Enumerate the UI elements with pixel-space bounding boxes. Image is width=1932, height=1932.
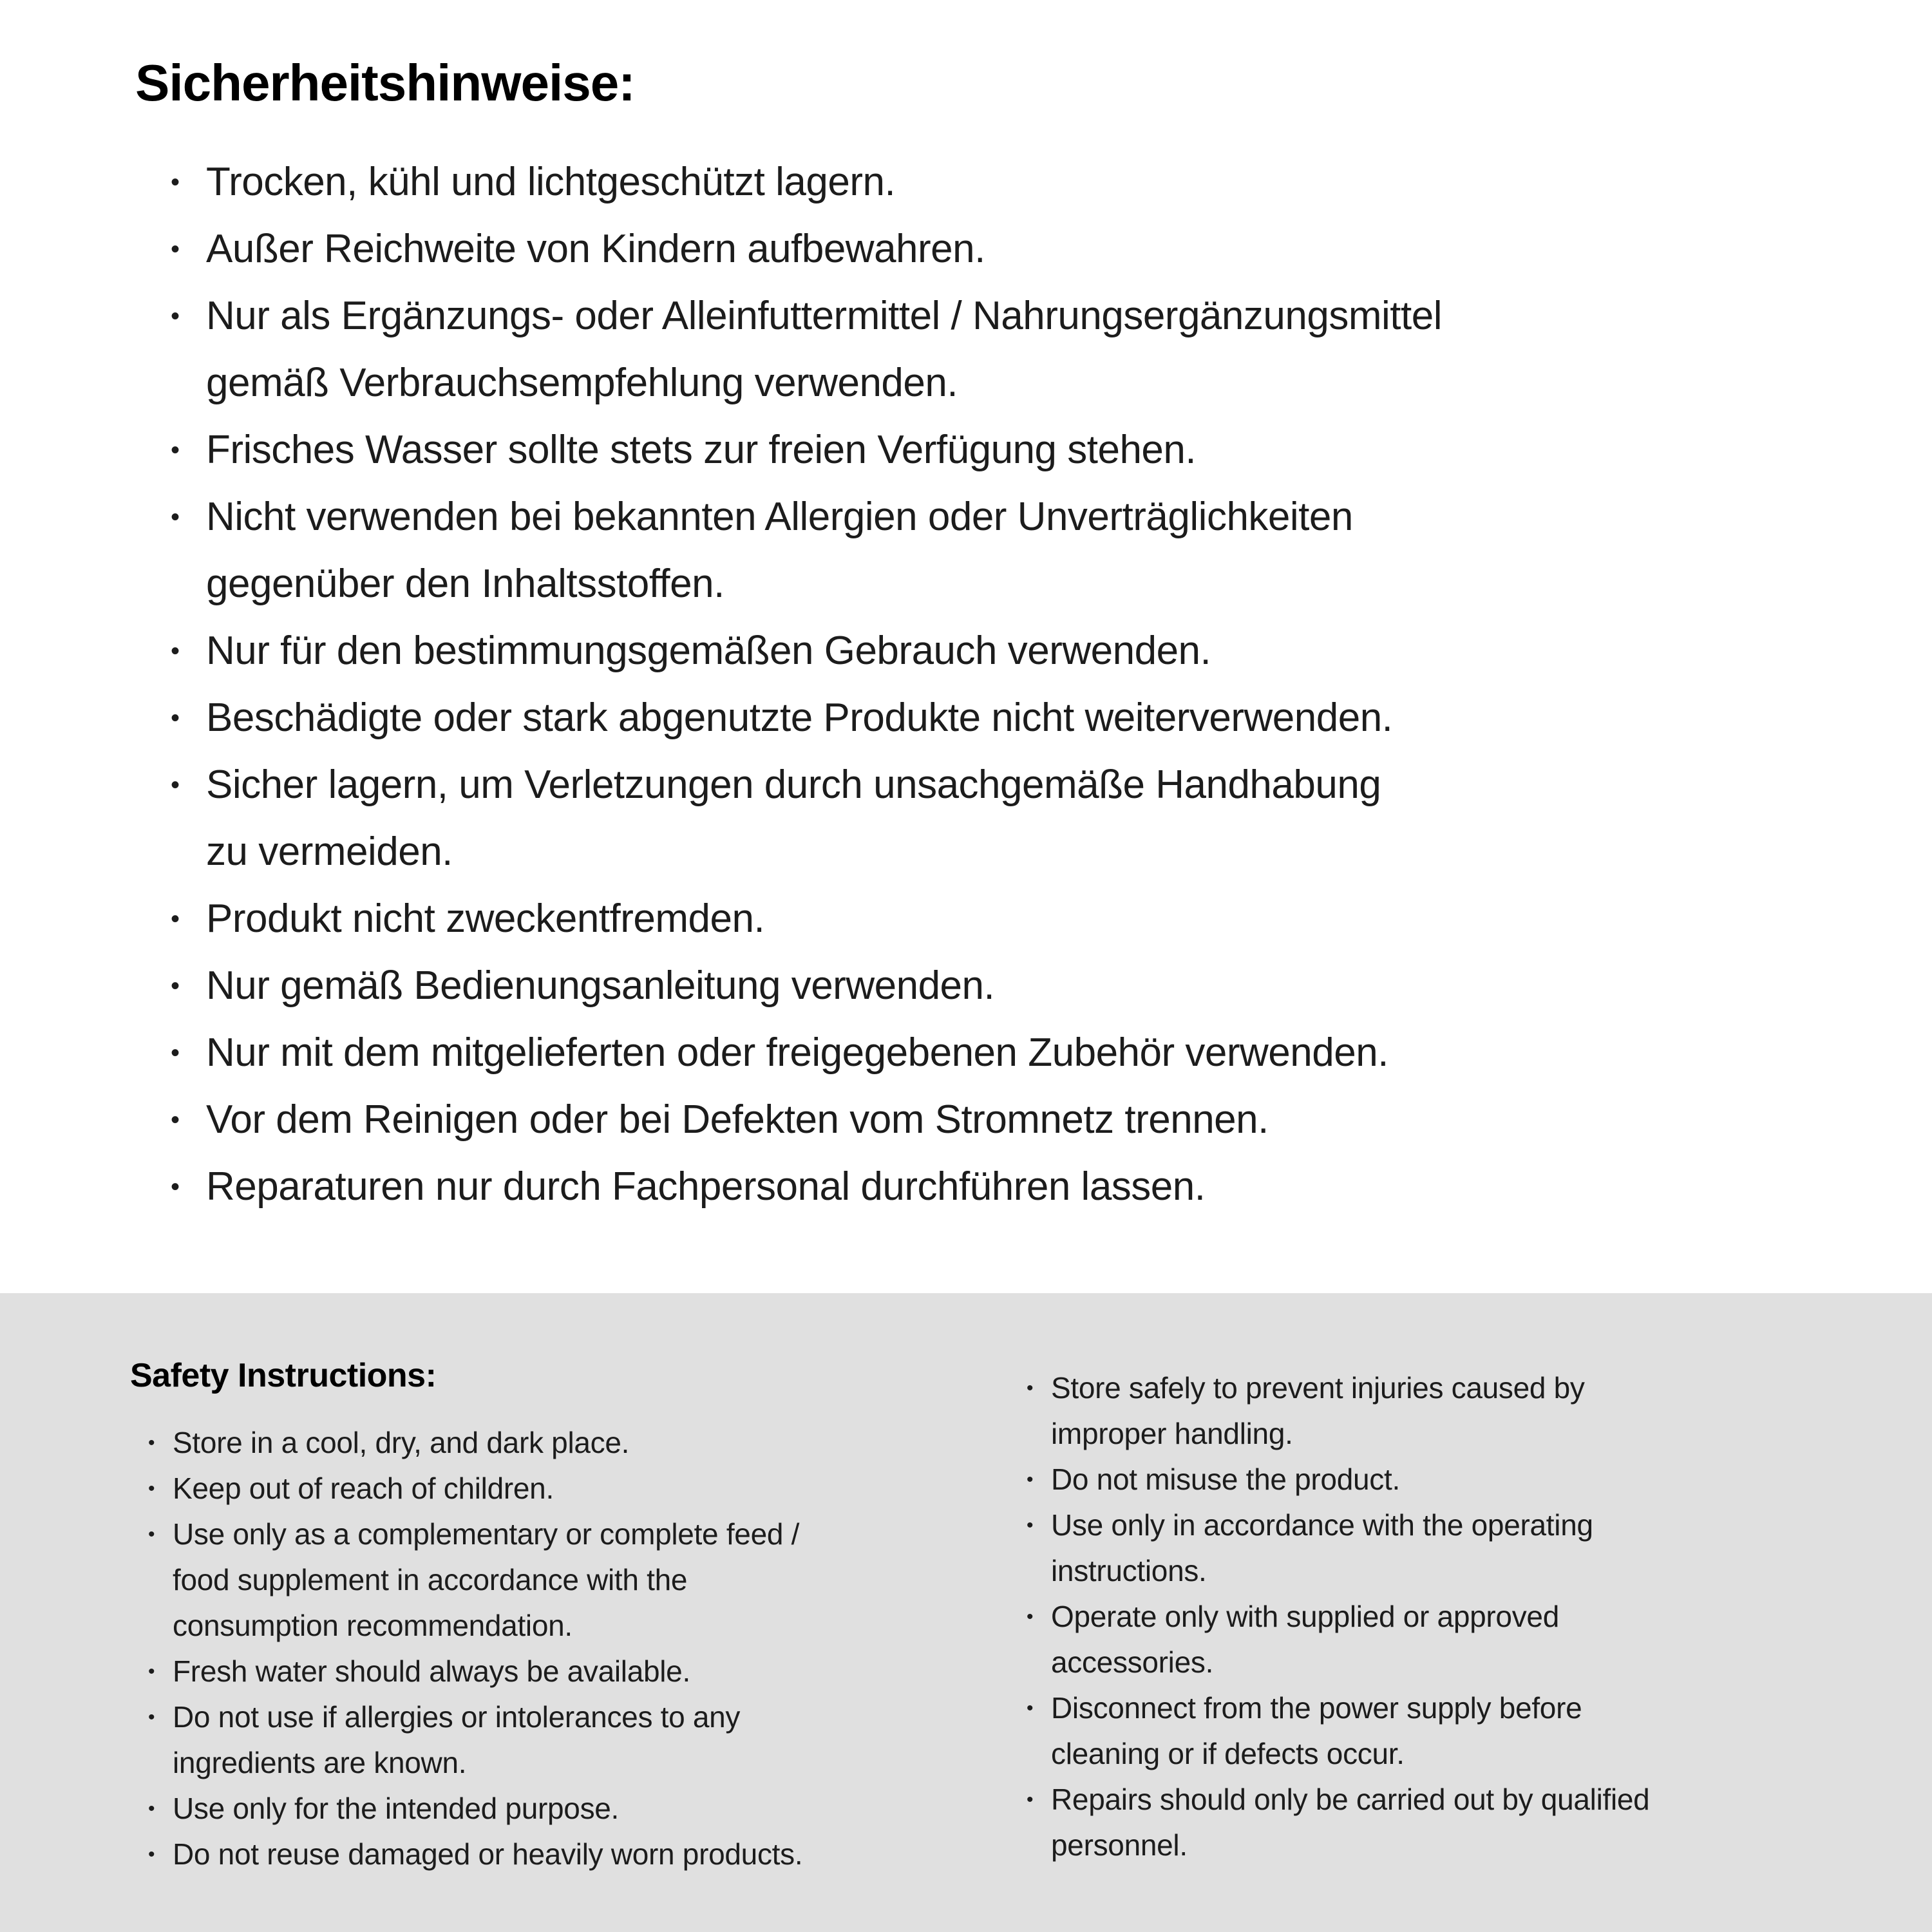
list-item-line: consumption recommendation.: [173, 1609, 573, 1642]
list-item: [1027, 1685, 1902, 1777]
bullet-icon: •: [148, 1661, 155, 1682]
list-item-text: [206, 283, 1874, 417]
bullet-icon: •: [171, 972, 180, 1000]
list-item: [1027, 1594, 1902, 1685]
bullet-icon: •: [171, 771, 180, 799]
bullet-icon: •: [171, 905, 180, 933]
list-item: [171, 283, 1874, 417]
list-item: [171, 149, 1874, 216]
list-item: [148, 1511, 993, 1649]
list-item: [148, 1786, 993, 1832]
list-item: [171, 1153, 1874, 1220]
bullet-icon: •: [1027, 1698, 1034, 1719]
list-item-text: [206, 618, 1874, 685]
bullet-icon: •: [1027, 1378, 1034, 1399]
bullet-icon: •: [148, 1432, 155, 1454]
list-item: [148, 1832, 993, 1877]
list-item-line: Trocken, kühl und lichtgeschützt lagern.: [206, 160, 896, 204]
bullet-icon: •: [171, 302, 180, 330]
list-item: [171, 484, 1874, 618]
bullet-icon: •: [148, 1707, 155, 1728]
list-item-line: Store in a cool, dry, and dark place.: [173, 1426, 630, 1459]
list-item-line: Do not use if allergies or intolerances to any: [173, 1700, 741, 1734]
list-item-text: [173, 1466, 993, 1511]
list-item: [148, 1694, 993, 1786]
bullet-icon: •: [171, 1173, 180, 1201]
list-item-line: Store safely to prevent injuries caused by: [1051, 1371, 1585, 1405]
english-left-column: [130, 1356, 993, 1877]
list-item-text: [173, 1786, 993, 1832]
list-item-line: Nur für den bestimmungsgemäßen Gebrauch verwenden.: [206, 629, 1211, 673]
list-item-text: [206, 886, 1874, 952]
list-item-line: personnel.: [1051, 1828, 1188, 1862]
bullet-icon: •: [171, 1039, 180, 1067]
list-item: [171, 886, 1874, 952]
bullet-icon: •: [171, 168, 180, 196]
list-item-text: [1051, 1502, 1902, 1594]
bullet-icon: •: [148, 1844, 155, 1865]
list-item-line: Use only for the intended purpose.: [173, 1792, 620, 1825]
german-title: Sicherheitshinweise:: [135, 54, 635, 111]
list-item-text: [206, 1153, 1874, 1220]
german-section: [135, 55, 1874, 1220]
list-item-line: Do not reuse damaged or heavily worn products.: [173, 1837, 803, 1871]
english-title: Safety Instructions:: [130, 1357, 437, 1394]
list-item-line: Fresh water should always be available.: [173, 1654, 690, 1688]
list-item-line: ingredients are known.: [173, 1746, 467, 1779]
list-item-line: Operate only with supplied or approved: [1051, 1600, 1559, 1633]
bullet-icon: •: [1027, 1515, 1034, 1536]
list-item-text: [173, 1694, 993, 1786]
list-item-text: [173, 1420, 993, 1466]
list-item-text: [173, 1649, 993, 1694]
list-item-text: [173, 1511, 993, 1649]
list-item: [1027, 1365, 1902, 1457]
list-item-line: instructions.: [1051, 1554, 1207, 1587]
list-item: [171, 417, 1874, 484]
list-item-line: Nur als Ergänzungs- oder Alleinfuttermittel / Nahrungsergänzungsmittel: [206, 294, 1442, 338]
list-item-text: [206, 1086, 1874, 1153]
list-item-text: [206, 685, 1874, 752]
list-item-line: Do not misuse the product.: [1051, 1463, 1400, 1496]
bullet-icon: •: [1027, 1469, 1034, 1490]
list-item-text: [1051, 1685, 1902, 1777]
list-item: [171, 685, 1874, 752]
list-item-line: Beschädigte oder stark abgenutzte Produkte nicht weiterverwenden.: [206, 696, 1393, 740]
list-item-line: Reparaturen nur durch Fachpersonal durchführen lassen.: [206, 1164, 1206, 1209]
bullet-icon: •: [148, 1524, 155, 1545]
english-section: [0, 1293, 1932, 1932]
bullet-icon: •: [171, 503, 180, 531]
list-item-text: [1051, 1365, 1902, 1457]
list-item: [1027, 1457, 1902, 1502]
list-item-line: Use only in accordance with the operating: [1051, 1508, 1593, 1542]
list-item: [171, 618, 1874, 685]
list-item: [171, 952, 1874, 1019]
list-item-line: Produkt nicht zweckentfremden.: [206, 896, 765, 941]
english-right-column: [1027, 1365, 1902, 1868]
list-item: [171, 216, 1874, 283]
list-item-line: zu vermeiden.: [206, 829, 453, 874]
bullet-icon: •: [1027, 1789, 1034, 1810]
list-item-line: gemäß Verbrauchsempfehlung verwenden.: [206, 361, 958, 405]
list-item: [171, 1019, 1874, 1086]
list-item-text: [1051, 1594, 1902, 1685]
list-item-text: [206, 1019, 1874, 1086]
german-safety-list: [171, 149, 1874, 1220]
list-item: [148, 1466, 993, 1511]
english-safety-list-left: [148, 1420, 993, 1877]
list-item-line: Keep out of reach of children.: [173, 1472, 554, 1505]
list-item-line: food supplement in accordance with the: [173, 1563, 688, 1596]
bullet-icon: •: [171, 1106, 180, 1134]
bullet-icon: •: [148, 1478, 155, 1499]
list-item-text: [206, 484, 1874, 618]
list-item-text: [206, 752, 1874, 886]
list-item-line: Use only as a complementary or complete feed /: [173, 1517, 800, 1551]
list-item-text: [206, 952, 1874, 1019]
list-item: [171, 1086, 1874, 1153]
list-item-line: Repairs should only be carried out by qualified: [1051, 1783, 1650, 1816]
bullet-icon: •: [171, 704, 180, 732]
list-item-line: Nicht verwenden bei bekannten Allergien oder Unverträglichkeiten: [206, 495, 1353, 539]
list-item-text: [206, 216, 1874, 283]
list-item: [1027, 1777, 1902, 1868]
list-item-line: improper handling.: [1051, 1417, 1293, 1450]
list-item: [1027, 1502, 1902, 1594]
list-item-text: [206, 417, 1874, 484]
list-item-line: cleaning or if defects occur.: [1051, 1737, 1405, 1770]
list-item: [171, 752, 1874, 886]
list-item-line: accessories.: [1051, 1645, 1214, 1679]
list-item-line: Nur gemäß Bedienungsanleitung verwenden.: [206, 963, 995, 1008]
list-item-text: [1051, 1777, 1902, 1868]
list-item-line: Frisches Wasser sollte stets zur freien Verfügung stehen.: [206, 428, 1197, 472]
bullet-icon: •: [171, 436, 180, 464]
english-safety-list-right: [1027, 1365, 1902, 1868]
list-item-text: [1051, 1457, 1902, 1502]
list-item-line: Nur mit dem mitgelieferten oder freigegebenen Zubehör verwenden.: [206, 1030, 1388, 1075]
bullet-icon: •: [171, 637, 180, 665]
bullet-icon: •: [171, 235, 180, 263]
list-item: [148, 1420, 993, 1466]
list-item-line: gegenüber den Inhaltsstoffen.: [206, 562, 724, 606]
list-item: [148, 1649, 993, 1694]
list-item-line: Disconnect from the power supply before: [1051, 1691, 1582, 1725]
list-item-text: [206, 149, 1874, 216]
list-item-text: [173, 1832, 993, 1877]
list-item-line: Außer Reichweite von Kindern aufbewahren.: [206, 227, 985, 271]
list-item-line: Vor dem Reinigen oder bei Defekten vom Stromnetz trennen.: [206, 1097, 1269, 1142]
list-item-line: Sicher lagern, um Verletzungen durch unsachgemäße Handhabung: [206, 762, 1381, 807]
bullet-icon: •: [148, 1798, 155, 1819]
bullet-icon: •: [1027, 1606, 1034, 1627]
